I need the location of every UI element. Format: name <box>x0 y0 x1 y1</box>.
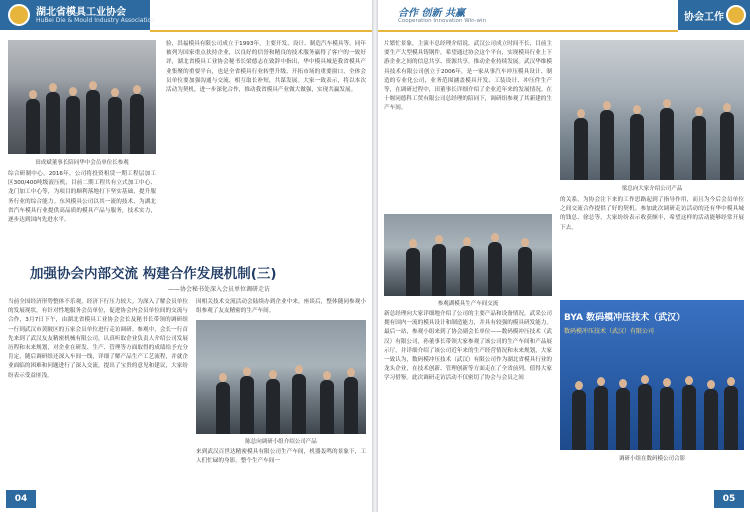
slogan: 合作 创新 共赢 <box>398 8 465 19</box>
association-title-en: HuBei Die & Mould Industry Association <box>36 17 155 24</box>
section-label-band <box>678 0 750 30</box>
photo-group-picture <box>560 300 744 450</box>
association-logo-icon <box>8 4 30 26</box>
photo-product-intro <box>196 320 366 434</box>
article-subtitle: ——协会秘书处深入会员单位调研走访 <box>168 286 271 293</box>
slogan-en: Cooperation Innovation Win-win <box>398 18 487 24</box>
article-text: 来到武汉百世达精密模具有限公司生产车间，机器轰鸣的景象下，工人们忙碌的身影，整个生产车间一 <box>196 449 366 465</box>
section-label: 协会工作 <box>684 12 724 23</box>
header-rule <box>378 30 678 32</box>
article-text: 验，洪福模具有限公司成立于1993年，主要开发、设计、制造汽车模具等，同年被列为国家重点扶持企业，以良好的信誉和精良的技术服务赢得了客户的一致好评，湖北省模具工业协会秘书长梁德志在致辞中指出，华中模具城是我省模具产业集聚的重要平台，也是全省模具行业转型升级、开拓市场的重要窗口，全体会员单位要加强沟通与交流，相互取长补短，共谋发展。大家一致表示，将以本次活动为契机，进一步深化合作，推动我省模具产业做大做强，实现共赢发展。 <box>166 41 366 94</box>
association-logo-icon <box>726 5 746 25</box>
photo-caption: 参观湖模具生产车间交流 <box>437 301 499 307</box>
article-text: 的关系，为协会注下来的工作思路起到了指导作用，而且为今后会员单位之间交流合作提供了好的契机。参加此次调研走访活动的还有华中模具城的钱总、徐总等，大家纷纷表示收获颇丰，希望这样的活动能够经常开展下去。 <box>560 197 744 231</box>
photo-product-display <box>560 40 744 180</box>
photo-caption: 田成斌董事长陪同华中会员单位长参观 <box>35 160 129 166</box>
article-text: 综合研制中心。2016年，公司将投资租赁一期工程层加工区300/400吨级液压机，目前二期工程共有立式加工中心、龙门加工中心等，为项目的顺利落地打下坚实基础，提升服务行业的综合能力。东风模具公司以其一流的技术，为湖北省汽车模具行业提供高品质的模具产品与服务，技术实力，逐步达到国内先进水平。 <box>8 171 156 224</box>
header-band <box>0 0 155 30</box>
article-text: 片繁忙景象，主演丰总经理介绍说，武汉公司成立时间不长，目前主要生产大型模具铸钢件，希望通过协会这个平台，实现模具行业上下游企业之间的信息共享、资源共享，推动企业持续发展。武汉华维模具技术有限公司创立于2006年，是一家从事汽车冲压模具设计、制造的专业化公司，业务范围涵盖模具开发、工装设计、冲压件生产等，在调研过程中，田董事长详细介绍了企业近年来的发展情况。在十堰同德科工贸有限公司总经理的陪同下，调研组参观了其新建的生产车间。 <box>384 41 552 112</box>
article-title: 加强协会内部交流 构建合作发展机制(三) <box>30 266 277 282</box>
page-number: 04 <box>6 490 36 508</box>
right-page <box>378 0 750 512</box>
photo-workshop-visit <box>384 214 552 296</box>
header-rule <box>150 30 372 32</box>
photo-caption: 陈总向调研小组介绍公司产品 <box>245 439 317 445</box>
photo-caption: 梁总向大家介绍公司产品 <box>621 186 683 192</box>
left-page <box>0 0 372 512</box>
right-page-header <box>378 0 750 34</box>
photo-caption: 调研小组在数码模公司合影 <box>618 456 685 462</box>
left-page-header <box>0 0 372 34</box>
association-title: 湖北省模具工业协会 <box>36 7 126 18</box>
article-text: 当前全国经济形势整体不乐观，经济下行压力较大。为深入了解会员单位的发展现状，有针对性地服务会员单位，促进协会内会员单位间的交流与合作，3月7日下午，由湖北省模具工业协会会长及秘书长带领的调研组一行到武汉市黄陂区的五家会员单位进行走访调研。参观中，会长一行首先来到了武汉友友精密机械有限公司，认真听取企业负责人介绍公司发展历程和未来规划，对企业在研发、生产、管理等方面取得的成绩给予充分肯定，随后调研组还深入车间一线，详细了解产品生产工艺流程，并就企业面临的困难和问题进行了深入交流，提出了宝贵的意见和建议，大家纷纷表示受益匪浅。 <box>8 299 188 379</box>
article-text: 新总经理向大家详细地介绍了公司的主要产品和设备情况，武采公司拥有国内一流的模具设计和制造能力，并具有较强的模具研发能力。最后一站，参观小组来到了协会副会长单位——数码模冲压技术（武汉）有限公司，孙董事长带领大家参观了该公司的生产车间和产品展示厅，并详细介绍了该公司近年来的生产经营情况和未来规划，大家一致认为，数码模冲压技术（武汉）有限公司作为湖北省模具行业的龙头企业，在技术创新、管理创新等方面走在了全省前列，值得大家学习借鉴。此次调研走访活动不仅密切了协会与会员之间 <box>384 311 552 382</box>
article-text: 因相关技术交流活动会陆续办到企业中来，座谈后，整体随同参观小组参观了友友精密的生产车间。 <box>196 299 366 315</box>
photo-visit-group <box>8 40 156 154</box>
page-number: 05 <box>714 490 744 508</box>
company-banner-sub: 数码模冲压技术（武汉）有限公司 <box>564 328 655 335</box>
company-banner: BYA 数码模冲压技术（武汉） <box>564 313 686 323</box>
